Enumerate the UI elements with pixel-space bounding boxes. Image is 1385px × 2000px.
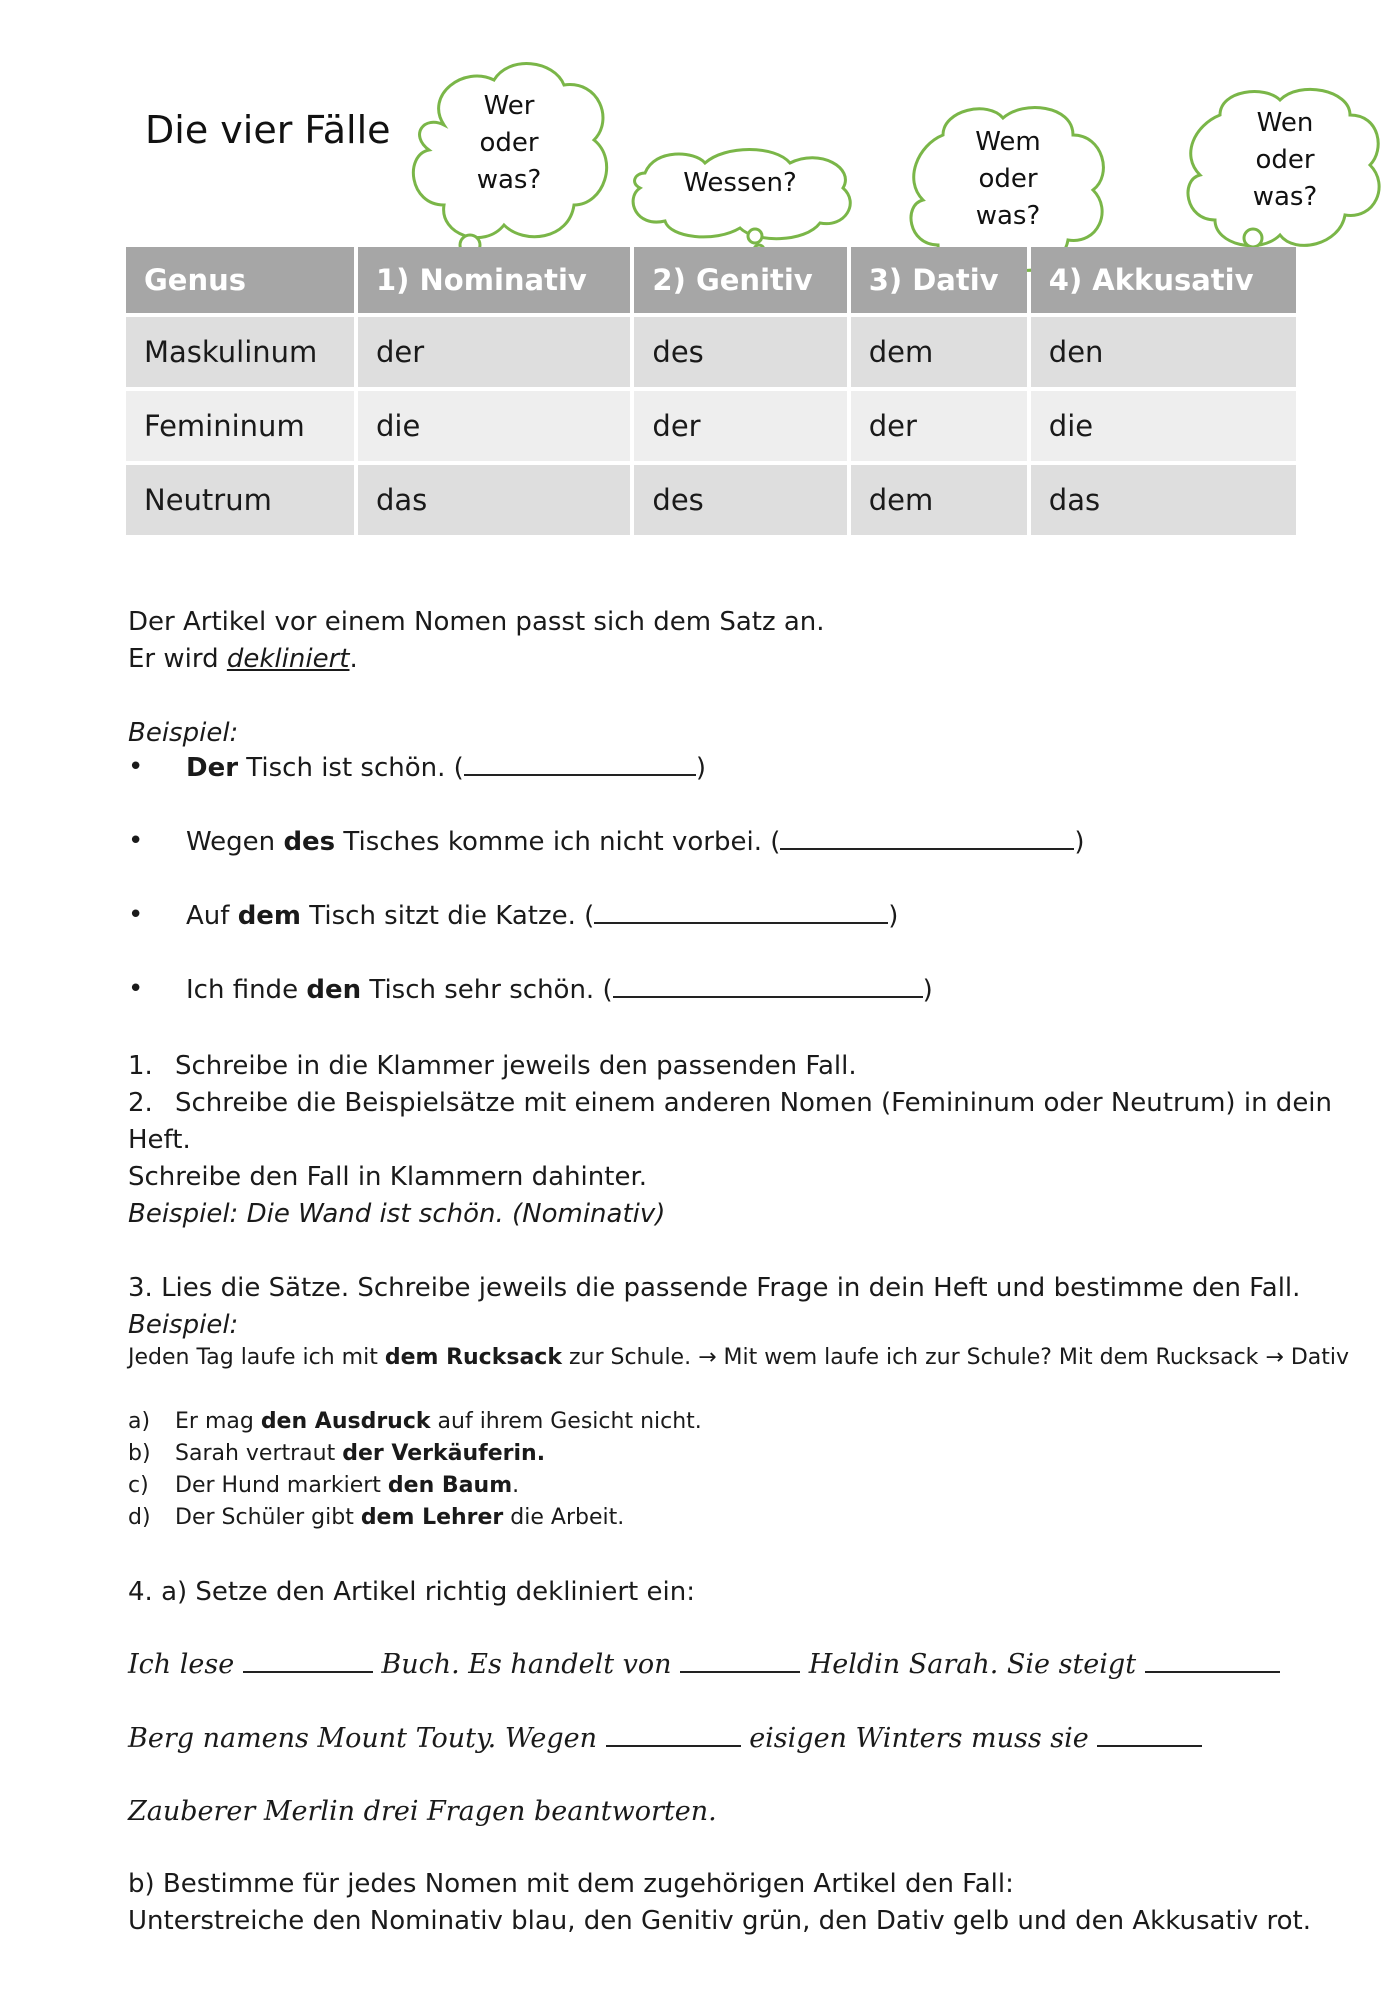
- sentence-fragment: ): [922, 975, 933, 1005]
- table-cell: Femininum: [126, 391, 354, 461]
- table-cell: dem: [851, 317, 1027, 387]
- answer-blank[interactable]: [780, 826, 1074, 850]
- task4b: [128, 1866, 1311, 1940]
- task3-example-label: [128, 1307, 238, 1344]
- cloud-line: Wessen?: [683, 168, 797, 198]
- task3-example-label-text: Beispiel:: [128, 1310, 239, 1340]
- sentence-fragment: Jeden Tag laufe ich mit: [128, 1345, 385, 1370]
- table-cell: die: [358, 391, 630, 461]
- answer-blank[interactable]: [464, 752, 696, 776]
- task-item: [128, 1048, 1385, 1085]
- answer-blank[interactable]: [1097, 1723, 1202, 1747]
- sentence-fragment: Berg namens Mount Touty. Wegen: [128, 1723, 606, 1754]
- bullet-sentence: [186, 752, 706, 783]
- sentence-fragment: Ich lese: [128, 1649, 243, 1680]
- answer-blank[interactable]: [680, 1649, 800, 1673]
- sentence-fragment: Sarah vertraut: [175, 1441, 343, 1466]
- sentence-fragment: auf ihrem Gesicht nicht.: [430, 1409, 702, 1434]
- emphasized-term: dekliniert: [226, 644, 350, 674]
- bullet-marker: •: [128, 752, 144, 782]
- sentence-fragment: ): [888, 901, 899, 931]
- task-list: [128, 1048, 1385, 1196]
- bullet-sentence: [186, 900, 898, 931]
- intro-line: [128, 641, 825, 678]
- cloud-line: was?: [975, 201, 1041, 231]
- bullet-marker: •: [128, 826, 144, 856]
- example-label-text: Beispiel:: [128, 718, 239, 748]
- object-bold: der Verkäuferin.: [342, 1441, 546, 1466]
- answer-blank[interactable]: [613, 974, 923, 998]
- task-text: Schreibe die Beispielsätze mit einem anderen Nomen (Femininum oder Neutrum) in dein Heft.: [128, 1088, 1333, 1155]
- cloud-line: was?: [1252, 182, 1318, 212]
- list-item-label: b): [128, 1441, 151, 1466]
- table-header-row: [126, 247, 1296, 313]
- intro-text: [128, 604, 825, 678]
- sentence-fragment: Tisch sitzt die Katze. (: [301, 901, 595, 931]
- cases-table: [122, 243, 1300, 539]
- article-bold: dem: [237, 901, 302, 931]
- fill-in-line: [128, 1646, 1280, 1683]
- task-item: [128, 1085, 1385, 1159]
- sentence-fragment: ): [1074, 827, 1085, 857]
- list-item-label: c): [128, 1473, 149, 1498]
- cloud-line: oder: [978, 164, 1038, 194]
- article-bold: den: [306, 975, 362, 1005]
- object-bold: dem Lehrer: [360, 1505, 504, 1530]
- task2-example: [128, 1196, 665, 1233]
- task4b-text: Unterstreiche den Nominativ blau, den Genitiv grün, den Dativ gelb und den Akkusativ rot.: [128, 1906, 1311, 1936]
- sentence-fragment: ): [695, 753, 706, 783]
- cloud-line: Wem: [975, 127, 1041, 157]
- list-item: [128, 1470, 702, 1502]
- sentence-fragment: Wegen: [186, 827, 284, 857]
- cloud-line: oder: [479, 128, 539, 158]
- table-row: [126, 317, 1296, 387]
- sentence-fragment: .: [512, 1473, 520, 1498]
- sentence-fragment: Tisch ist schön. (: [238, 753, 464, 783]
- task-item-continuation: Schreibe den Fall in Klammern dahinter.: [128, 1162, 648, 1192]
- cloud-line: Wen: [1256, 108, 1314, 138]
- table-cell: dem: [851, 465, 1027, 535]
- object-bold: den Baum: [387, 1473, 513, 1498]
- table-cell: das: [1031, 465, 1296, 535]
- example-label: [128, 715, 238, 752]
- task-text: Schreibe in die Klammer jeweils den passenden Fall.: [175, 1051, 857, 1081]
- table-header-cell: 1) Nominativ: [358, 247, 630, 313]
- list-item-label: d): [128, 1505, 151, 1530]
- task-number: 2.: [128, 1088, 153, 1118]
- bullet-marker: •: [128, 974, 144, 1004]
- sentence-fragment: Heldin Sarah. Sie steigt: [800, 1649, 1145, 1680]
- table-row: [126, 391, 1296, 461]
- object-bold: dem Rucksack: [384, 1345, 562, 1370]
- task4b-heading: b) Bestimme für jedes Nomen mit dem zugehörigen Artikel den Fall:: [128, 1869, 1014, 1899]
- table-cell: Neutrum: [126, 465, 354, 535]
- sentence-fragment: Der Hund markiert: [175, 1473, 388, 1498]
- list-item: [128, 1438, 702, 1470]
- article-bold: Der: [186, 753, 239, 783]
- sentence-fragment: zur Schule. → Mit wem laufe ich zur Schule? Mit dem Rucksack → Dativ: [561, 1345, 1350, 1370]
- bullet-marker: •: [128, 900, 144, 930]
- task4-heading: 4. a) Setze den Artikel richtig dekliniert ein:: [128, 1577, 695, 1607]
- answer-blank[interactable]: [594, 900, 888, 924]
- bullet-sentence: [186, 826, 1085, 857]
- list-item-label: a): [128, 1409, 151, 1434]
- question-cloud-genitiv: [625, 143, 855, 258]
- cloud-line: Wer: [483, 91, 535, 121]
- sentence-list: [128, 1406, 702, 1534]
- sentence-fragment: Ich finde: [186, 975, 307, 1005]
- table-row: [126, 465, 1296, 535]
- object-bold: den Ausdruck: [260, 1409, 431, 1434]
- intro-line: Der Artikel vor einem Nomen passt sich dem Satz an.: [128, 607, 825, 637]
- cloud-line: was?: [476, 165, 542, 195]
- table-cell: den: [1031, 317, 1296, 387]
- fill-in-line: Zauberer Merlin drei Fragen beantworten.: [128, 1796, 717, 1827]
- list-item: [128, 1502, 702, 1534]
- sentence-fragment: Auf: [186, 901, 238, 931]
- table-cell: der: [358, 317, 630, 387]
- answer-blank[interactable]: [1145, 1649, 1280, 1673]
- table-cell: des: [634, 317, 846, 387]
- page-title: Die vier Fälle: [145, 108, 391, 152]
- sentence-fragment: Er mag: [175, 1409, 261, 1434]
- answer-blank[interactable]: [606, 1723, 741, 1747]
- table-header-cell: 4) Akkusativ: [1031, 247, 1296, 313]
- answer-blank[interactable]: [243, 1649, 373, 1673]
- sentence-fragment: Tisch sehr schön. (: [361, 975, 613, 1005]
- table-cell: des: [634, 465, 846, 535]
- table-cell: der: [634, 391, 846, 461]
- intro-text-fragment: Er wird: [128, 644, 227, 674]
- fill-in-line: [128, 1720, 1202, 1757]
- sentence-fragment: eisigen Winters muss sie: [740, 1723, 1098, 1754]
- table-cell: der: [851, 391, 1027, 461]
- question-cloud-nominativ: [404, 55, 614, 265]
- task-number: 1.: [128, 1051, 153, 1081]
- task3-example: [128, 1342, 1349, 1374]
- task3-heading: 3. Lies die Sätze. Schreibe jeweils die passende Frage in dein Heft und bestimme den Fall.: [128, 1273, 1301, 1303]
- bullet-sentence: [186, 974, 933, 1005]
- sentence-fragment: Der Schüler gibt: [175, 1505, 361, 1530]
- article-bold: des: [283, 827, 336, 857]
- sentence-fragment: Tisches komme ich nicht vorbei. (: [335, 827, 781, 857]
- table-header-cell: 3) Dativ: [851, 247, 1027, 313]
- intro-text-fragment: .: [349, 644, 358, 674]
- table-header-cell: Genus: [126, 247, 354, 313]
- cloud-line: oder: [1255, 145, 1315, 175]
- table-cell: Maskulinum: [126, 317, 354, 387]
- task2-example-text: Beispiel: Die Wand ist schön. (Nominativ): [128, 1199, 666, 1229]
- sentence-fragment: Buch. Es handelt von: [372, 1649, 681, 1680]
- table-cell: das: [358, 465, 630, 535]
- table-cell: die: [1031, 391, 1296, 461]
- sentence-fragment: die Arbeit.: [503, 1505, 625, 1530]
- table-header-cell: 2) Genitiv: [634, 247, 846, 313]
- list-item: [128, 1406, 702, 1438]
